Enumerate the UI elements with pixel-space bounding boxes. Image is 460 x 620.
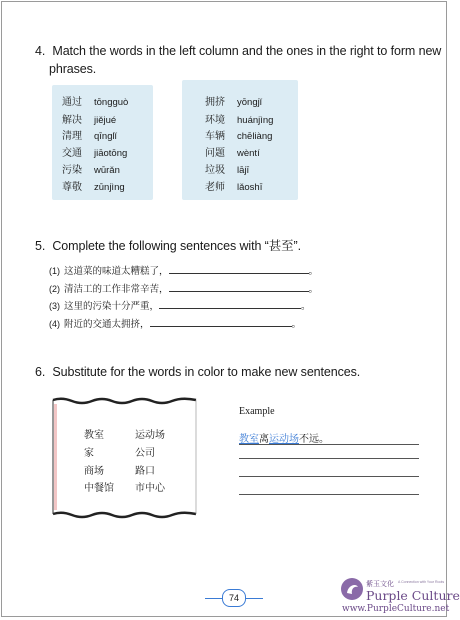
q6-word-col2: 路口 <box>135 466 155 477</box>
q4-right-item: 环境 huánjìng <box>205 115 274 126</box>
word-card <box>50 396 198 518</box>
purple-culture-logo-icon <box>340 577 364 601</box>
answer-line[interactable] <box>239 458 419 459</box>
watermark-chinese: 紫玉文化 <box>366 580 394 588</box>
q6-word-col2: 公司 <box>135 448 155 459</box>
q4-title <box>35 42 441 61</box>
q5-text: Complete the following sentences with “甚至”. <box>52 239 301 253</box>
q6-word-col2: 市中心 <box>135 483 165 494</box>
q6-word-col2: 运动场 <box>135 430 165 441</box>
q4-left-item: 通过 tōngguò <box>62 97 129 108</box>
q4-left-item: 交通 jiāotōng <box>62 148 128 159</box>
page-number-rule-right <box>246 598 263 599</box>
q4-left-item: 清理 qīnglǐ <box>62 131 117 142</box>
word-card-frame <box>50 396 200 520</box>
answer-blank[interactable] <box>150 317 292 327</box>
q6-number: 6. <box>35 365 46 379</box>
answer-line[interactable] <box>239 444 419 445</box>
q5-sentence: (3) 这里的污染十分严重， 。 <box>49 301 311 312</box>
q6-word-col1: 商场 <box>84 466 104 477</box>
q4-left-item: 尊敬 zūnjìng <box>62 182 125 193</box>
example-highlight-2: 运动场 <box>269 434 299 445</box>
answer-line[interactable] <box>239 476 419 477</box>
q6-word-col1: 中餐馆 <box>84 483 114 494</box>
q4-left-item: 解决 jiějué <box>62 115 117 126</box>
example-highlight-1: 教室 <box>239 434 259 445</box>
q4-right-item: 垃圾 lājī <box>205 165 250 176</box>
q4-right-item: 拥挤 yōngjǐ <box>205 97 262 108</box>
example-title: Example <box>239 406 275 417</box>
watermark-brand: Purple Culture <box>366 588 460 603</box>
q6-text: Substitute for the words in color to make new sentences. <box>52 365 361 379</box>
q6-title <box>35 363 360 382</box>
q4-left-item: 污染 wūrǎn <box>62 165 120 176</box>
q4-right-item: 老师 lǎoshī <box>205 182 263 193</box>
page-number-rule-left <box>205 598 222 599</box>
q6-word-col1: 家 <box>84 448 94 459</box>
answer-blank[interactable] <box>169 282 309 292</box>
q6-word-col1: 教室 <box>84 430 104 441</box>
example-sentence: 教室离运动场不远。 <box>239 434 329 445</box>
watermark-tagline: A Connection with Your Roots <box>398 580 445 584</box>
q4-text: Match the words in the left column and the ones in the right to form new <box>52 44 442 58</box>
q5-sentence: (4) 附近的交通太拥挤， 。 <box>49 319 302 330</box>
q5-title <box>35 237 301 256</box>
q4-title-line2: phrases. <box>49 62 97 76</box>
q5-number: 5. <box>35 239 46 253</box>
answer-line[interactable] <box>239 494 419 495</box>
watermark-url: www.PurpleCulture.net <box>342 604 450 614</box>
q4-right-item: 问题 wèntí <box>205 148 260 159</box>
q4-right-item: 车辆 chēliàng <box>205 131 273 142</box>
answer-blank[interactable] <box>159 299 301 309</box>
q5-sentence: (2) 清洁工的工作非常辛苦， 。 <box>49 284 319 295</box>
answer-blank[interactable] <box>169 264 309 274</box>
q5-sentence: (1) 这道菜的味道太糟糕了， 。 <box>49 266 319 277</box>
q4-number: 4. <box>35 44 46 58</box>
page-number: 74 <box>222 589 246 607</box>
